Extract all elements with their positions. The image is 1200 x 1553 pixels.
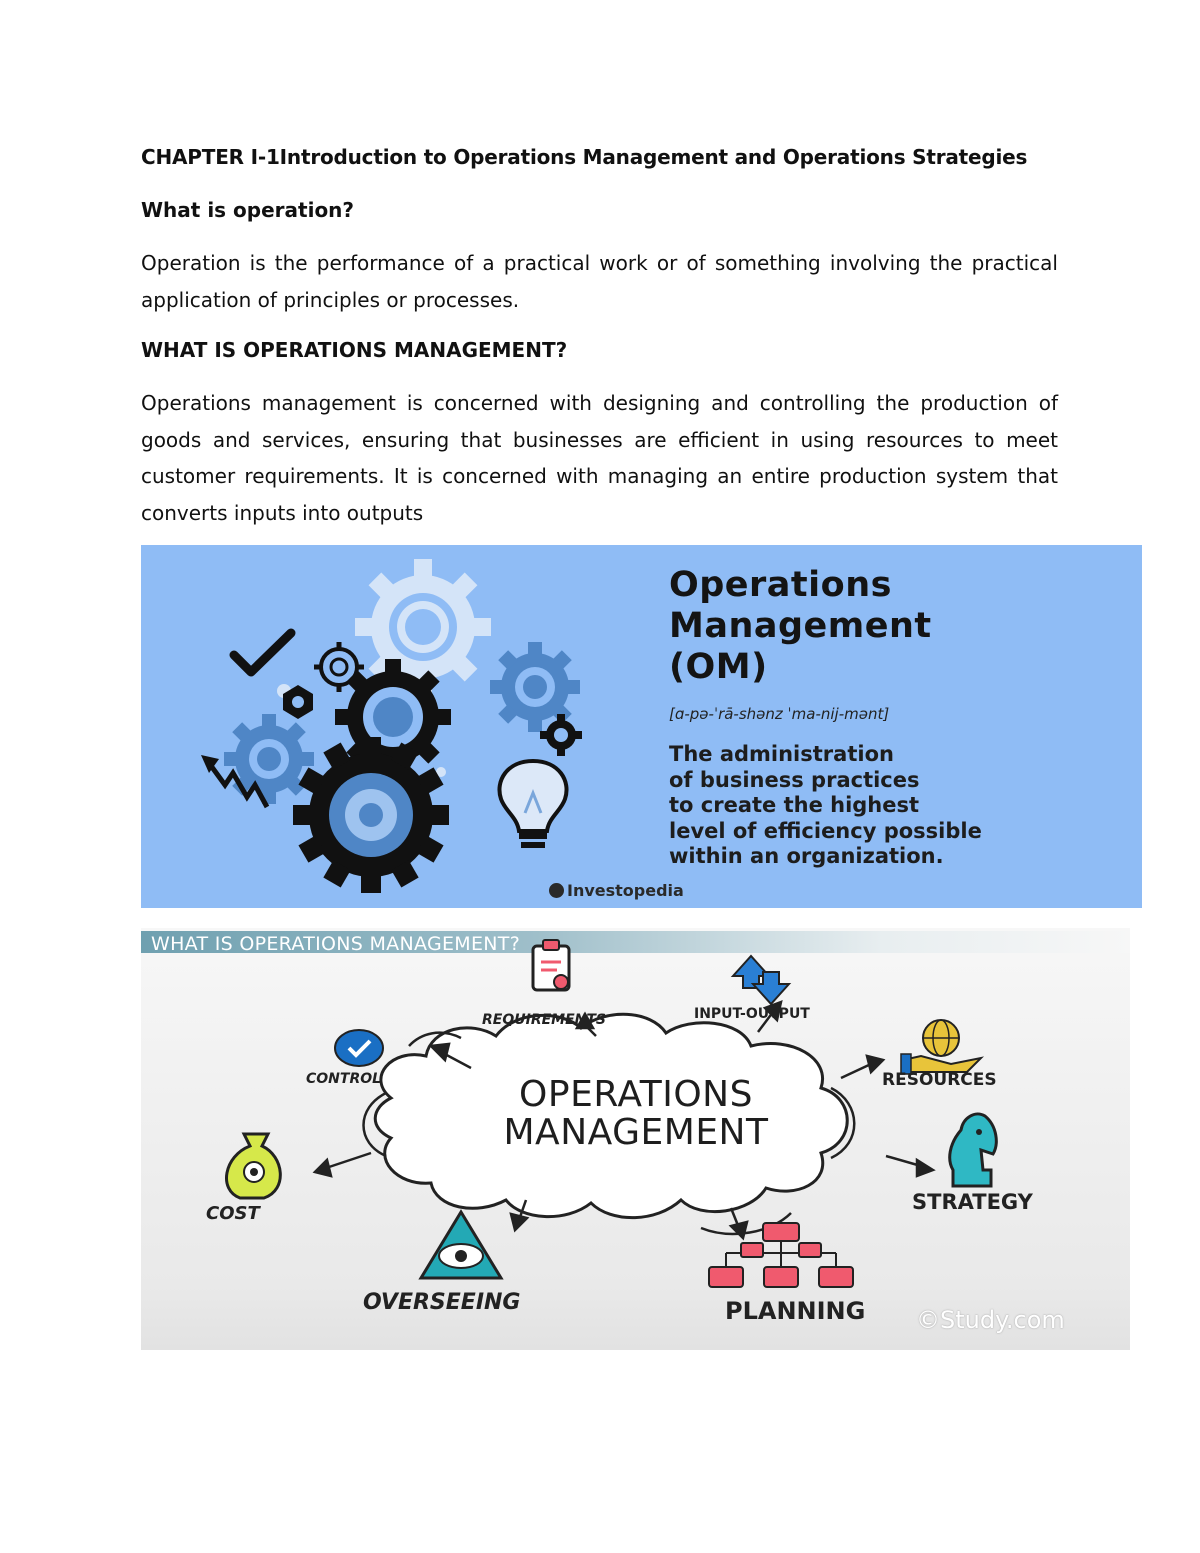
money-bag-icon — [227, 1134, 281, 1198]
cloud-title-line: MANAGEMENT — [503, 1112, 769, 1153]
label-cost: COST — [206, 1203, 260, 1224]
label-resources: RESOURCES — [882, 1070, 997, 1090]
globe-hand-icon — [901, 1020, 981, 1074]
om-definition-line: within an organization. — [669, 844, 944, 868]
paragraph-operations-management-definition: Operations management is concerned with designing and controlling the production of goods and services, ensuring that businesses are efficient in using resources to meet customer requirements. It is concerned with managing an entire production system that converts inputs into outputs — [141, 391, 1058, 525]
om-definition-line: to create the highest — [669, 793, 920, 817]
cloud-title-line: OPERATIONS — [519, 1074, 753, 1115]
label-planning: PLANNING — [725, 1297, 866, 1325]
figure-om-mindmap — [141, 928, 1130, 1350]
left-blue-gear-icon — [224, 714, 314, 804]
section-heading-operations-management: WHAT IS OPERATIONS MANAGEMENT? — [141, 338, 568, 362]
om-title-line: Operations — [669, 565, 892, 605]
chapter-title: CHAPTER I-1Introduction to Operations Management and Operations Strategies — [141, 145, 1028, 169]
light-bulb-icon — [499, 761, 566, 848]
cloud-title — [441, 1076, 831, 1152]
investopedia-credit-text: Investopedia — [567, 881, 684, 900]
banner-text: WHAT IS OPERATIONS MANAGEMENT? — [151, 933, 521, 955]
om-title-line: (OM) — [669, 647, 768, 687]
label-strategy: STRATEGY — [912, 1190, 1033, 1214]
om-definition-line: of business practices — [669, 767, 920, 792]
eye-triangle-icon — [421, 1212, 501, 1278]
figure-om-definition — [141, 545, 1142, 908]
chess-knight-icon — [950, 1114, 997, 1186]
gears-illustration — [141, 545, 661, 908]
investopedia-credit — [549, 881, 684, 900]
investopedia-logo-icon — [549, 883, 564, 898]
label-input-output: INPUT-OUTPUT — [694, 1006, 810, 1022]
om-title — [669, 565, 932, 688]
om-pronunciation: [ɑ-pə-ˈrā-shənz ˈma-nij-mənt] — [669, 705, 890, 723]
label-control: CONTROL — [306, 1071, 382, 1087]
om-title-line: Management — [669, 606, 932, 646]
blue-gear-icon — [490, 642, 580, 732]
label-overseeing: OVERSEEING — [363, 1290, 521, 1315]
check-circle-icon — [335, 1030, 383, 1066]
om-definition — [669, 742, 982, 870]
om-definition-line: level of efficiency possible — [669, 818, 982, 843]
section-heading-operation: What is operation? — [141, 198, 355, 222]
label-requirements: REQUIREMENTS — [482, 1012, 607, 1028]
checkmark-icon — [234, 633, 291, 672]
small-black-gear-icon — [540, 714, 582, 756]
paragraph-operation-definition: Operation is the performance of a practical work or of something involving the practical application of principles or processes. — [141, 251, 1058, 312]
study-credit: ©Study.com — [916, 1306, 1065, 1334]
org-chart-icon — [709, 1223, 853, 1287]
clipboard-icon — [533, 940, 569, 990]
om-definition-line: The administration — [669, 742, 894, 766]
input-output-arrows-icon — [733, 956, 789, 1004]
